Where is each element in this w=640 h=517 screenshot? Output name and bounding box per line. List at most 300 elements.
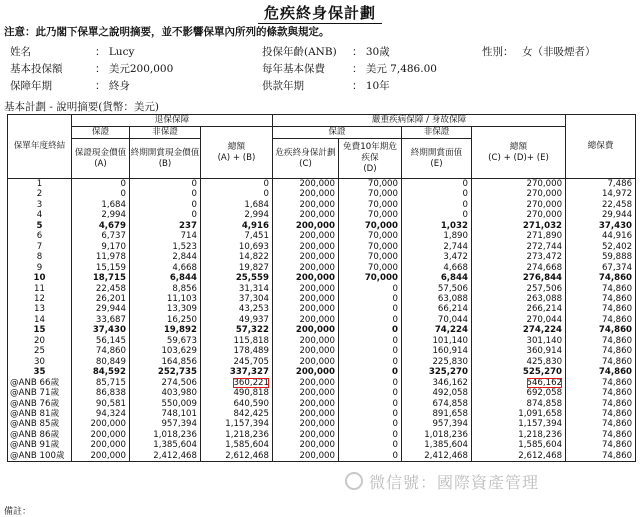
cell-b: 0 — [130, 200, 201, 210]
highlight-box: 360,221 — [233, 377, 269, 388]
cell-ab: 1,684 — [201, 200, 273, 210]
cell-d: 0 — [339, 378, 402, 388]
header-illness-group: 嚴重疾病保障 / 身故保障 — [273, 115, 566, 127]
cell-year: 7 — [8, 242, 72, 252]
header-nonguaranteed: 非保證 — [130, 127, 201, 139]
table-row — [8, 367, 636, 377]
cell-a: 56,145 — [72, 336, 130, 346]
cell-d: 0 — [339, 315, 402, 325]
table-row — [8, 315, 636, 325]
cell-year: 3 — [8, 200, 72, 210]
cell-d: 0 — [339, 346, 402, 356]
cell-e: 346,162 — [402, 378, 472, 388]
cell-a: 85,715 — [72, 378, 130, 388]
cell-p: 74,860 — [566, 367, 636, 377]
cell-p: 74,860 — [566, 315, 636, 325]
cell-ab: 115,818 — [201, 336, 273, 346]
cell-cde: 271,032 — [472, 221, 566, 231]
illustration-table — [7, 114, 636, 462]
cell-p: 52,402 — [566, 242, 636, 252]
cell-c: 200,000 — [273, 440, 339, 450]
table-row — [8, 242, 636, 252]
cell-d: 0 — [339, 399, 402, 409]
cell-c: 200,000 — [273, 263, 339, 273]
cell-d: 70,000 — [339, 189, 402, 199]
cell-ab: 2,994 — [201, 210, 273, 220]
cell-c: 200,000 — [273, 200, 339, 210]
watermark — [345, 470, 539, 493]
cell-year: 20 — [8, 336, 72, 346]
cell-e: 492,058 — [402, 388, 472, 398]
header-year: 保單年度終結 — [8, 115, 72, 179]
cell-b: 6,844 — [130, 273, 201, 283]
header-free-ci — [339, 139, 402, 179]
cell-c: 200,000 — [273, 210, 339, 220]
cell-e: 1,385,604 — [402, 440, 472, 450]
cell-b: 1,385,604 — [130, 440, 201, 450]
cell-cde: 274,224 — [472, 325, 566, 335]
cell-b: 59,673 — [130, 336, 201, 346]
cell-e: 6,844 — [402, 273, 472, 283]
cell-c: 200,000 — [273, 189, 339, 199]
cell-cde: 874,858 — [472, 399, 566, 409]
cell-cde: 271,890 — [472, 231, 566, 241]
cell-b: 957,394 — [130, 419, 201, 429]
cell-year: 14 — [8, 315, 72, 325]
cell-year: @ANB 76歲 — [8, 399, 72, 409]
cell-a: 90,581 — [72, 399, 130, 409]
cell-b: 8,856 — [130, 284, 201, 294]
header-ci-label: 危疾終身保計劃 — [275, 147, 336, 158]
header-ci-protection — [273, 139, 339, 179]
cell-b: 1,018,236 — [130, 430, 201, 440]
header-terminal-bonus — [130, 139, 201, 179]
cell-c: 200,000 — [273, 409, 339, 419]
cell-a: 1,684 — [72, 200, 130, 210]
cell-year: 10 — [8, 273, 72, 283]
cell-a: 84,592 — [72, 367, 130, 377]
cell-year: 2 — [8, 189, 72, 199]
cell-a: 37,430 — [72, 325, 130, 335]
cell-d: 70,000 — [339, 231, 402, 241]
table-row — [8, 231, 636, 241]
cell-year: 13 — [8, 304, 72, 314]
cell-year: 35 — [8, 367, 72, 377]
term-value: ： 終身 — [95, 80, 130, 92]
gender-value: 女（非吸煙者） — [522, 46, 596, 58]
cell-ab: 49,937 — [201, 315, 273, 325]
cell-c: 200,000 — [273, 284, 339, 294]
highlight-box: 546,162 — [526, 377, 563, 388]
cell-b: 164,856 — [130, 357, 201, 367]
cell-year: 12 — [8, 294, 72, 304]
table-row — [8, 179, 636, 190]
cell-ab: 490,818 — [201, 388, 273, 398]
cell-p: 74,860 — [566, 357, 636, 367]
cell-p: 74,860 — [566, 284, 636, 294]
cell-a: 6,737 — [72, 231, 130, 241]
cell-e: 325,270 — [402, 367, 472, 377]
cell-p: 74,860 — [566, 325, 636, 335]
sum-value: ： 美元200,000 — [95, 63, 174, 75]
cell-p: 14,972 — [566, 189, 636, 199]
cell-a: 9,170 — [72, 242, 130, 252]
cell-a: 200,000 — [72, 440, 130, 450]
payterm-label: 供款年期 — [262, 80, 304, 92]
cell-b: 11,103 — [130, 294, 201, 304]
cell-ab: 842,425 — [201, 409, 273, 419]
header-total-cde-label: 總額 — [509, 141, 528, 152]
cell-a: 15,159 — [72, 263, 130, 273]
cell-ab: 37,304 — [201, 294, 273, 304]
cell-e: 3,472 — [402, 252, 472, 262]
cell-ab: 245,705 — [201, 357, 273, 367]
cell-p: 74,860 — [566, 419, 636, 429]
cell-p: 74,860 — [566, 430, 636, 440]
term-label: 保障年期 — [10, 80, 52, 92]
cell-e: 0 — [402, 179, 472, 190]
header-terminal-face-label: 終期開賞面值 — [410, 147, 463, 158]
cell-d: 70,000 — [339, 242, 402, 252]
cell-c: 200,000 — [273, 336, 339, 346]
table-row — [8, 440, 636, 450]
cell-d: 70,000 — [339, 200, 402, 210]
cell-ab: 43,253 — [201, 304, 273, 314]
cell-e: 1,018,236 — [402, 430, 472, 440]
notice-text: 注意：此乃閣下保單之說明摘要，並不影響保單內所列的條款與規定。 — [4, 26, 330, 38]
cell-ab: 2,612,468 — [201, 451, 273, 462]
cell-p: 74,860 — [566, 346, 636, 356]
table-body — [8, 179, 636, 462]
cell-a: 200,000 — [72, 451, 130, 462]
cell-p: 74,860 — [566, 409, 636, 419]
cell-year: 30 — [8, 357, 72, 367]
cell-a: 22,458 — [72, 284, 130, 294]
cell-c: 200,000 — [273, 346, 339, 356]
cell-year: 1 — [8, 179, 72, 190]
cell-year: 4 — [8, 210, 72, 220]
cell-p: 67,374 — [566, 263, 636, 273]
table-row — [8, 304, 636, 314]
header-terminal-bonus-code: (B) — [158, 158, 172, 169]
cell-d: 0 — [339, 430, 402, 440]
cell-b: 4,668 — [130, 263, 201, 273]
cell-p: 44,916 — [566, 231, 636, 241]
cell-p: 74,860 — [566, 440, 636, 450]
cell-ab — [201, 378, 273, 388]
cell-e: 225,830 — [402, 357, 472, 367]
sum-label: 基本投保額 — [10, 63, 63, 75]
plan-label: 基本計劃 - 說明摘要(貨幣：美元) — [4, 101, 159, 113]
cell-d: 70,000 — [339, 179, 402, 190]
cell-year: @ANB 85歲 — [8, 419, 72, 429]
cell-cde: 301,140 — [472, 336, 566, 346]
cell-cde: 692,058 — [472, 388, 566, 398]
cell-ab: 0 — [201, 189, 273, 199]
cell-e: 674,858 — [402, 399, 472, 409]
cell-e: 57,506 — [402, 284, 472, 294]
cell-year: 25 — [8, 346, 72, 356]
table-row — [8, 325, 636, 335]
cell-ab: 0 — [201, 179, 273, 190]
cell-a: 0 — [72, 179, 130, 190]
cell-ab: 25,559 — [201, 273, 273, 283]
cell-e: 1,890 — [402, 231, 472, 241]
cell-ab: 19,827 — [201, 263, 273, 273]
cell-e: 63,088 — [402, 294, 472, 304]
cell-a: 200,000 — [72, 430, 130, 440]
cell-a: 33,687 — [72, 315, 130, 325]
cell-year: @ANB 91歲 — [8, 440, 72, 450]
cell-cde — [472, 378, 566, 388]
cell-a: 18,715 — [72, 273, 130, 283]
cell-c: 200,000 — [273, 304, 339, 314]
cell-year: 5 — [8, 221, 72, 231]
age-label: 投保年齡(ANB) — [262, 46, 337, 58]
cell-b: 2,844 — [130, 252, 201, 262]
cell-cde: 266,214 — [472, 304, 566, 314]
name-value: ： Lucy — [95, 46, 135, 58]
table-row — [8, 419, 636, 429]
cell-b: 0 — [130, 179, 201, 190]
cell-e: 2,412,468 — [402, 451, 472, 462]
table-row — [8, 409, 636, 419]
cell-c: 200,000 — [273, 273, 339, 283]
cell-year: 8 — [8, 252, 72, 262]
cell-p: 37,430 — [566, 221, 636, 231]
table-row — [8, 451, 636, 462]
cell-ab: 178,489 — [201, 346, 273, 356]
header-terminal-bonus-label: 終期開賞現金價值 — [130, 147, 200, 158]
payterm-value: ： 10年 — [352, 80, 390, 92]
cell-c: 200,000 — [273, 325, 339, 335]
cell-d: 0 — [339, 451, 402, 462]
cell-year: @ANB 81歲 — [8, 409, 72, 419]
cell-ab: 7,451 — [201, 231, 273, 241]
table-row — [8, 284, 636, 294]
header-total-cde-code: (C) + (D)+ (E) — [488, 152, 549, 163]
name-label: 姓名 — [10, 46, 31, 58]
header-cash-value — [72, 139, 130, 179]
wechat-icon — [345, 472, 363, 490]
gender-label: 性別： — [482, 46, 514, 58]
header-guaranteed: 保證 — [72, 127, 130, 139]
cell-year: 11 — [8, 284, 72, 294]
cell-b: 403,980 — [130, 388, 201, 398]
cell-c: 200,000 — [273, 315, 339, 325]
header-total-ab — [201, 127, 273, 179]
cell-b: 274,506 — [130, 378, 201, 388]
cell-d: 70,000 — [339, 263, 402, 273]
cell-d: 70,000 — [339, 252, 402, 262]
cell-cde: 2,612,468 — [472, 451, 566, 462]
cell-a: 94,324 — [72, 409, 130, 419]
table-row — [8, 399, 636, 409]
age-value: ： 30歲 — [352, 46, 390, 58]
cell-c: 200,000 — [273, 231, 339, 241]
table-row — [8, 336, 636, 346]
cell-e: 2,744 — [402, 242, 472, 252]
cell-p: 74,860 — [566, 399, 636, 409]
cell-b: 16,250 — [130, 315, 201, 325]
cell-e: 0 — [402, 200, 472, 210]
cell-ab: 31,314 — [201, 284, 273, 294]
header-terminal-face-code: (E) — [430, 158, 443, 169]
watermark-text: 微信號：國際資產管理 — [369, 473, 540, 492]
header-surrender-group: 退保保障 — [72, 115, 273, 127]
cell-p: 74,860 — [566, 294, 636, 304]
cell-b: 0 — [130, 189, 201, 199]
cell-b: 0 — [130, 210, 201, 220]
cell-d: 0 — [339, 388, 402, 398]
cell-d: 0 — [339, 440, 402, 450]
cell-b: 237 — [130, 221, 201, 231]
cell-b: 748,101 — [130, 409, 201, 419]
cell-b: 1,523 — [130, 242, 201, 252]
table-row — [8, 294, 636, 304]
cell-cde: 1,157,394 — [472, 419, 566, 429]
table-row — [8, 273, 636, 283]
cell-e: 70,044 — [402, 315, 472, 325]
cell-e: 74,224 — [402, 325, 472, 335]
cell-ab: 640,590 — [201, 399, 273, 409]
cell-e: 101,140 — [402, 336, 472, 346]
cell-d: 0 — [339, 304, 402, 314]
table-row — [8, 252, 636, 262]
cell-ab: 10,693 — [201, 242, 273, 252]
table-row — [8, 346, 636, 356]
cell-c: 200,000 — [273, 252, 339, 262]
cell-c: 200,000 — [273, 388, 339, 398]
cell-p: 74,860 — [566, 451, 636, 462]
cell-c: 200,000 — [273, 294, 339, 304]
cell-c: 200,000 — [273, 419, 339, 429]
premium-value: ： 美元 7,486.00 — [352, 63, 437, 75]
cell-cde: 257,506 — [472, 284, 566, 294]
cell-c: 200,000 — [273, 357, 339, 367]
table-row — [8, 189, 636, 199]
cell-p: 74,860 — [566, 273, 636, 283]
cell-d: 70,000 — [339, 210, 402, 220]
cell-cde: 270,000 — [472, 200, 566, 210]
header-ci-code: (C) — [299, 158, 312, 169]
cell-cde: 270,000 — [472, 189, 566, 199]
table-row — [8, 357, 636, 367]
header-cash-value-label: 保證現金價值 — [74, 147, 127, 158]
cell-ab: 4,916 — [201, 221, 273, 231]
cell-cde: 270,044 — [472, 315, 566, 325]
cell-b: 2,412,468 — [130, 451, 201, 462]
document-title: 危疾終身保計劃 — [0, 2, 640, 23]
cell-d: 0 — [339, 325, 402, 335]
cell-d: 0 — [339, 336, 402, 346]
cell-ab: 57,322 — [201, 325, 273, 335]
cell-e: 957,394 — [402, 419, 472, 429]
cell-d: 0 — [339, 419, 402, 429]
cell-year: 9 — [8, 263, 72, 273]
cell-ab: 14,822 — [201, 252, 273, 262]
cell-year: @ANB 66歲 — [8, 378, 72, 388]
cell-e: 4,668 — [402, 263, 472, 273]
cell-cde: 1,091,658 — [472, 409, 566, 419]
header-total-premium: 總保費 — [566, 115, 636, 179]
header-total-ab-code: (A) + (B) — [217, 152, 256, 163]
cell-cde: 1,585,604 — [472, 440, 566, 450]
cell-d: 0 — [339, 357, 402, 367]
cell-c: 200,000 — [273, 221, 339, 231]
cell-e: 0 — [402, 210, 472, 220]
cell-cde: 270,000 — [472, 210, 566, 220]
cell-p: 74,860 — [566, 388, 636, 398]
cell-p: 74,860 — [566, 336, 636, 346]
cell-p: 22,458 — [566, 200, 636, 210]
cell-year: @ANB 100歲 — [8, 451, 72, 462]
cell-cde: 425,830 — [472, 357, 566, 367]
cell-b: 103,629 — [130, 346, 201, 356]
cell-a: 74,860 — [72, 346, 130, 356]
cell-a: 26,201 — [72, 294, 130, 304]
cell-e: 0 — [402, 189, 472, 199]
cell-b: 550,009 — [130, 399, 201, 409]
cell-cde: 525,270 — [472, 367, 566, 377]
cell-ab: 1,585,604 — [201, 440, 273, 450]
cell-b: 252,735 — [130, 367, 201, 377]
header-total-ab-label: 總額 — [227, 141, 246, 152]
cell-year: 6 — [8, 231, 72, 241]
table-row — [8, 263, 636, 273]
premium-label: 每年基本保費 — [262, 63, 325, 75]
header-free-ci-code: (D) — [363, 164, 377, 174]
cell-c: 200,000 — [273, 378, 339, 388]
cell-d: 70,000 — [339, 221, 402, 231]
header-total-cde — [472, 127, 566, 179]
header-nonguaranteed-2: 非保證 — [402, 127, 472, 139]
table-row — [8, 388, 636, 398]
cell-cde: 272,744 — [472, 242, 566, 252]
cell-a: 29,944 — [72, 304, 130, 314]
cell-e: 1,032 — [402, 221, 472, 231]
cell-year: @ANB 86歲 — [8, 430, 72, 440]
cell-c: 200,000 — [273, 242, 339, 252]
cell-b: 19,892 — [130, 325, 201, 335]
cell-cde: 360,914 — [472, 346, 566, 356]
cell-b: 714 — [130, 231, 201, 241]
cell-p: 74,860 — [566, 304, 636, 314]
cell-c: 200,000 — [273, 367, 339, 377]
cell-d: 0 — [339, 409, 402, 419]
cell-p: 29,944 — [566, 210, 636, 220]
cell-p: 74,860 — [566, 378, 636, 388]
table-row — [8, 200, 636, 210]
header-guaranteed-2: 保證 — [273, 127, 402, 139]
footer-note: 備註： — [4, 507, 32, 517]
cell-c: 200,000 — [273, 179, 339, 190]
cell-a: 80,849 — [72, 357, 130, 367]
cell-p: 7,486 — [566, 179, 636, 190]
cell-p: 59,888 — [566, 252, 636, 262]
cell-a: 86,838 — [72, 388, 130, 398]
cell-ab: 337,327 — [201, 367, 273, 377]
cell-d: 0 — [339, 294, 402, 304]
cell-cde: 1,218,236 — [472, 430, 566, 440]
cell-a: 11,978 — [72, 252, 130, 262]
cell-a: 0 — [72, 189, 130, 199]
cell-cde: 273,472 — [472, 252, 566, 262]
cell-a: 2,994 — [72, 210, 130, 220]
table-row — [8, 221, 636, 231]
cell-ab: 1,157,394 — [201, 419, 273, 429]
header-free-ci-label: 免費10年期危疾保 — [343, 142, 397, 163]
